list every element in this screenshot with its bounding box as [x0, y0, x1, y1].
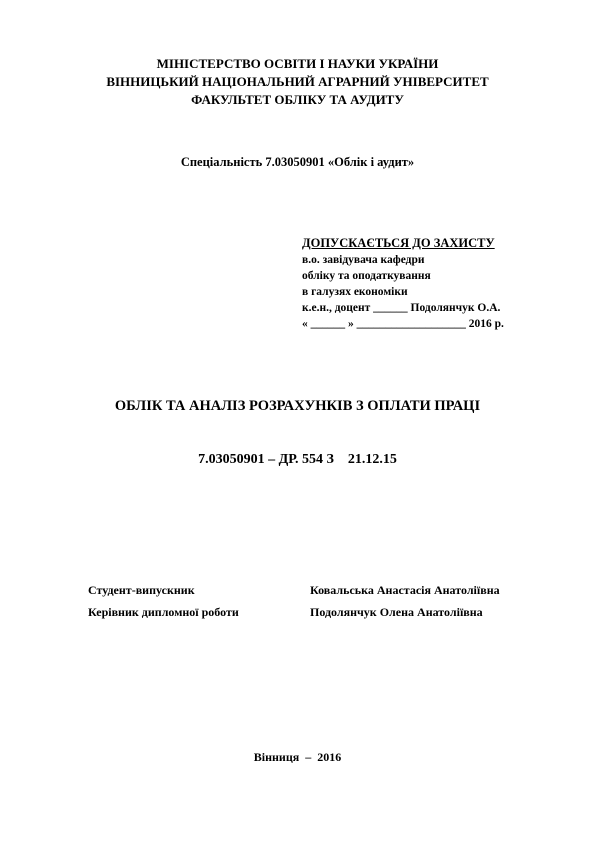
approval-line-department: обліку та оподаткування	[302, 270, 431, 282]
thesis-title: ОБЛІК ТА АНАЛІЗ РОЗРАХУНКІВ З ОПЛАТИ ПРАЦІ	[114, 398, 481, 414]
specialty-line: Спеціальність 7.03050901 «Облік і аудит»	[180, 155, 415, 169]
approval-title: ДОПУСКАЄТЬСЯ ДО ЗАХИСТУ	[302, 236, 495, 250]
university-line: ВІННИЦЬКИЙ НАЦІОНАЛЬНИЙ АГРАРНИЙ УНІВЕРСИТЕТ	[106, 74, 489, 89]
supervisor-role: Керівник дипломної роботи	[88, 605, 239, 619]
approval-line-signature: к.е.н., доцент ______ Подолянчук О.А.	[302, 302, 501, 314]
thesis-code: 7.03050901 – ДР. 554 З 21.12.15	[198, 452, 397, 467]
faculty-line: ФАКУЛЬТЕТ ОБЛІКУ ТА АУДИТУ	[191, 92, 404, 107]
approval-line-position: в.о. завідувача кафедри	[302, 254, 425, 266]
approval-line-field: в галузях економіки	[302, 286, 408, 298]
supervisor-name: Подолянчук Олена Анатоліївна	[310, 605, 483, 619]
student-role: Студент-випускник	[88, 583, 195, 597]
footer-city-year: Вінниця – 2016	[253, 750, 342, 764]
ministry-line: МІНІСТЕРСТВО ОСВІТИ І НАУКИ УКРАЇНИ	[156, 56, 439, 71]
student-name: Ковальська Анастасія Анатоліївна	[310, 583, 500, 597]
approval-line-date: « ______ » ___________________ 2016 р.	[302, 318, 504, 330]
